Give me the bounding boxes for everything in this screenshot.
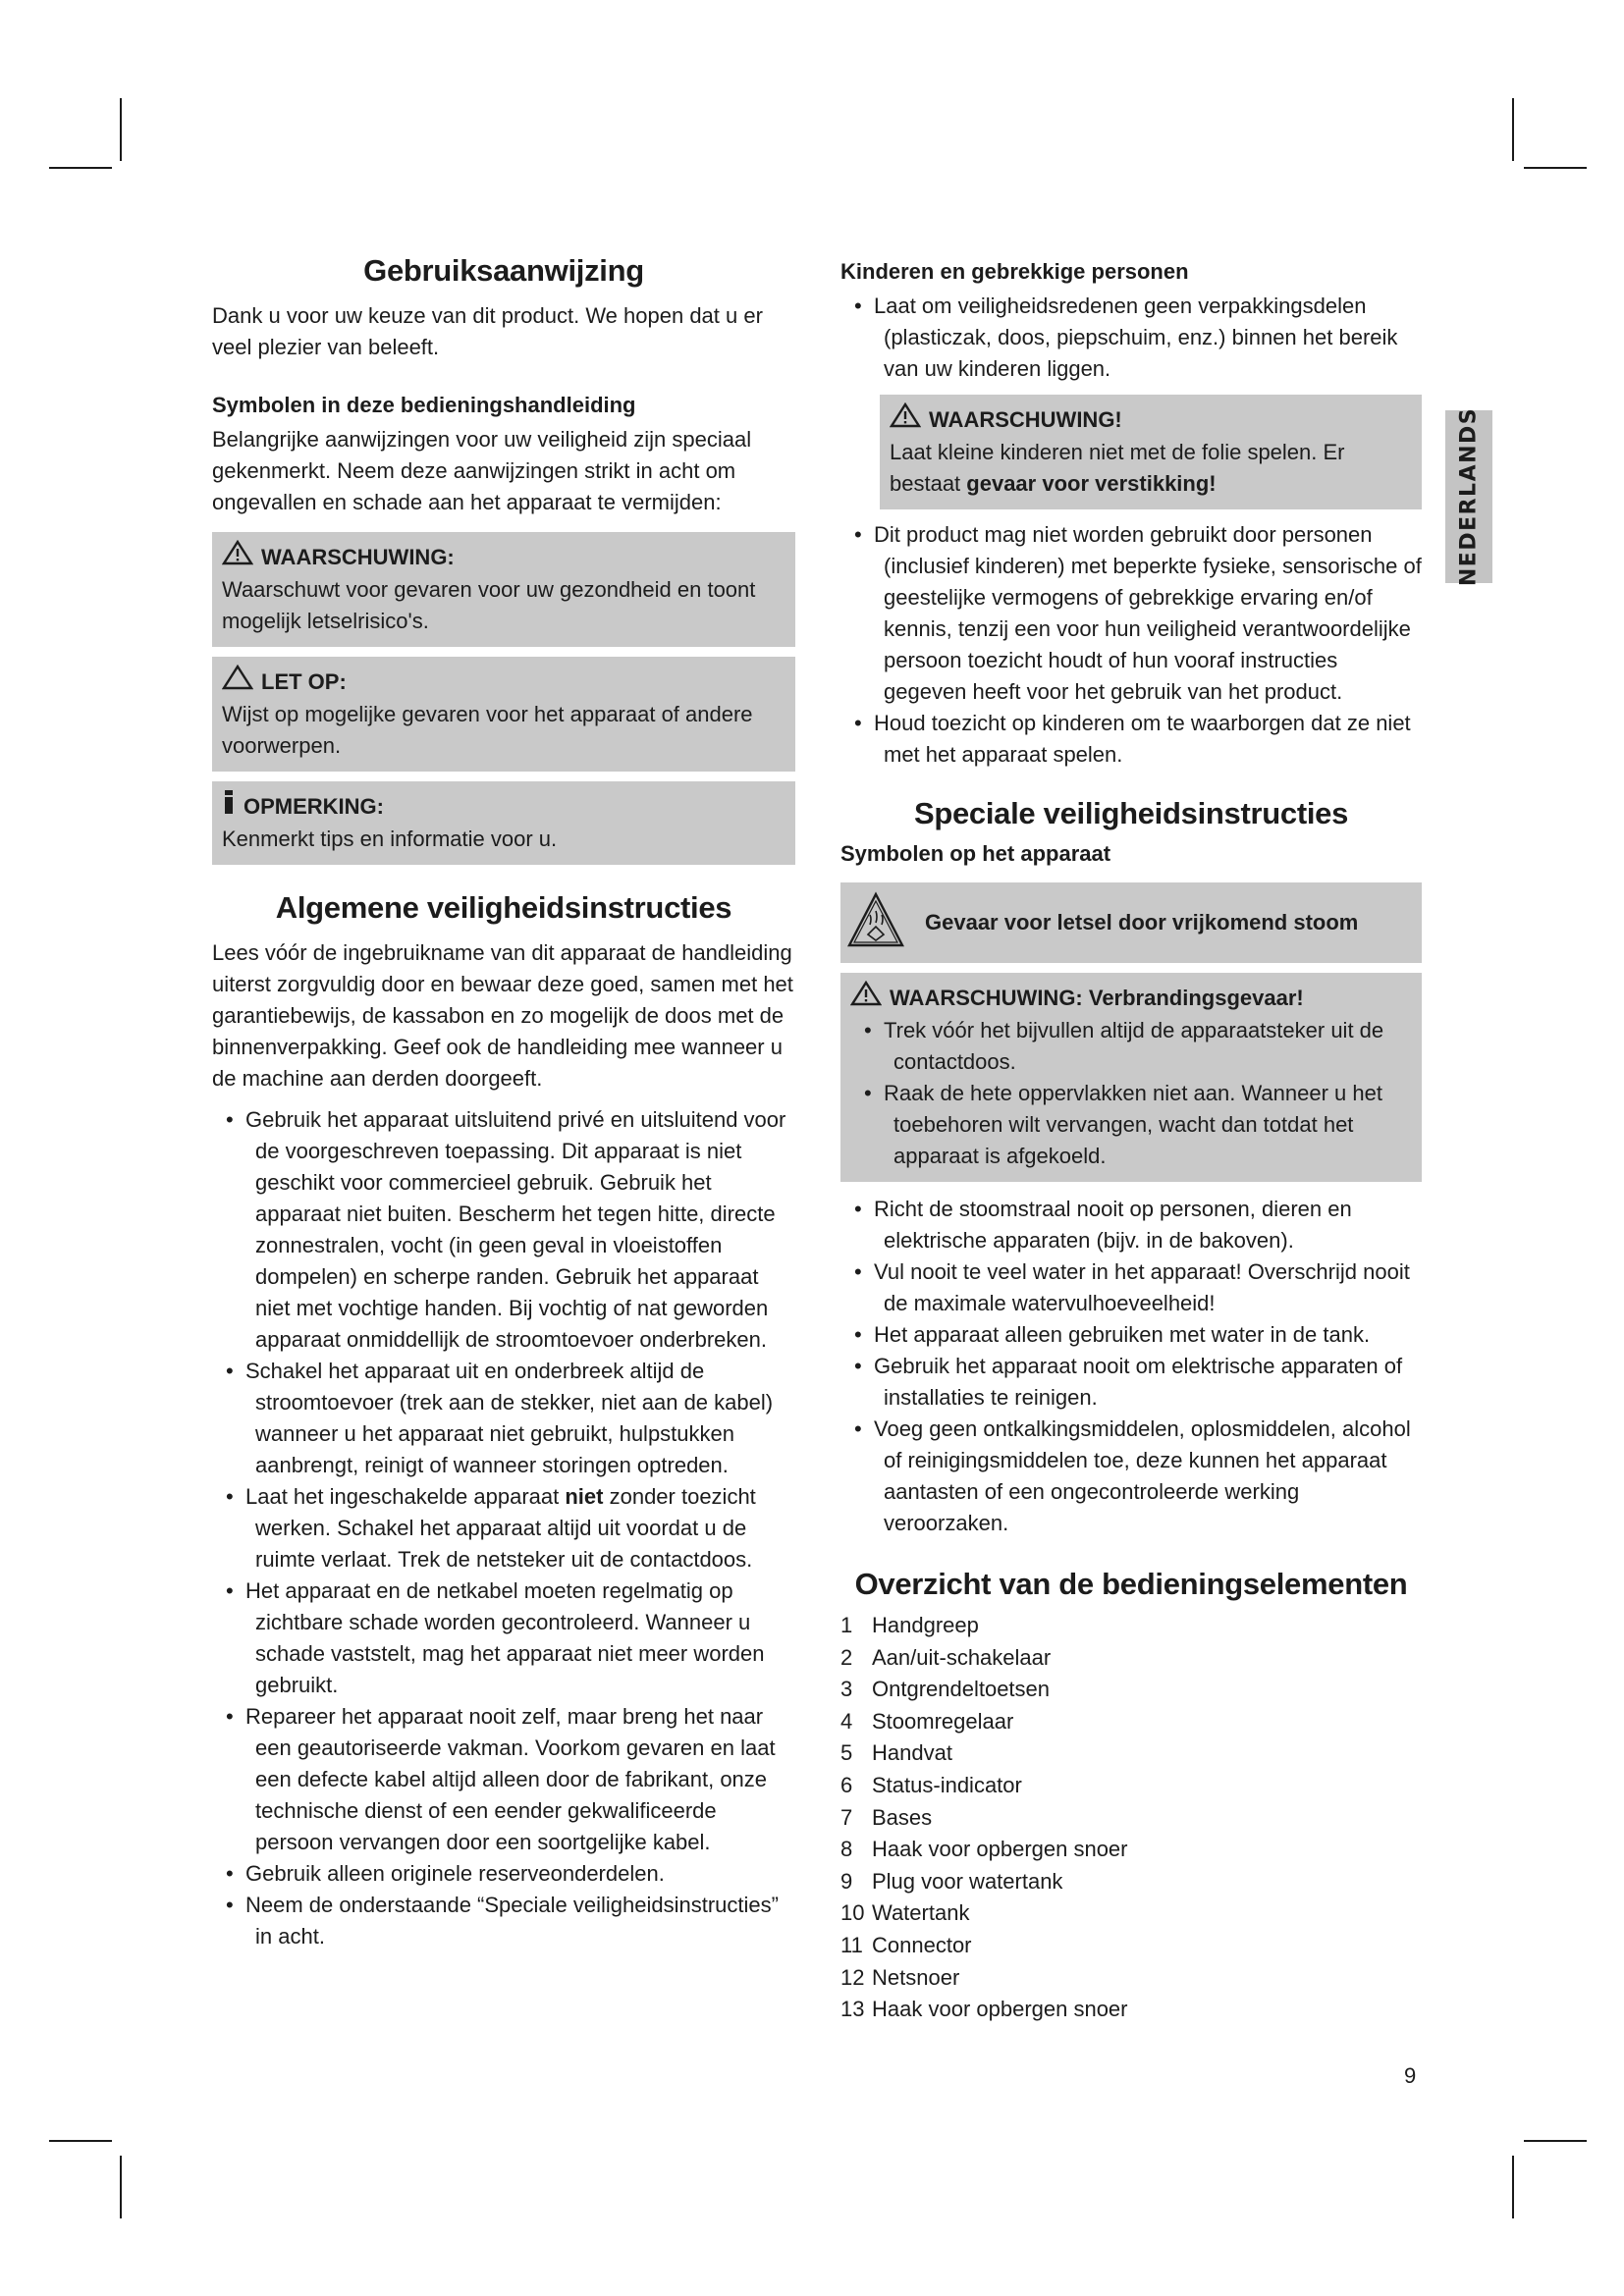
right-column xyxy=(840,257,1422,2026)
crop-mark xyxy=(49,167,112,169)
list-item: 11 Connector xyxy=(840,1932,972,1957)
list-item: 10 Watertank xyxy=(840,1900,970,1926)
device-symbols-heading: Symbolen op het apparaat xyxy=(840,841,1111,866)
list-item: 4 Stoomregelaar xyxy=(840,1708,1014,1734)
page-number: 9 xyxy=(1404,2063,1417,2088)
info-note xyxy=(212,781,795,865)
list-item: 9 Plug voor watertank xyxy=(840,1868,1063,1894)
list-item: • Laat het ingeschakelde apparaat niet zonder toezicht werken. Schakel het apparaat altijd uit voordat u de ruimte verlaat. Trek de netsteker uit de contactdoos. xyxy=(226,1484,756,1572)
list-item: • Vul nooit te veel water in het apparaat! Overschrijd nooit de maximale watervulhoeveelheid! xyxy=(854,1259,1410,1315)
list-item: 7 Bases xyxy=(840,1804,933,1830)
crop-mark xyxy=(1512,98,1514,161)
list-item: 12 Netsnoer xyxy=(840,1964,960,1990)
intro-text: Dank u voor uw keuze van dit product. We hopen dat u er veel plezier van beleeft. xyxy=(212,303,763,359)
symbols-heading: Symbolen in deze bedieningshandleiding xyxy=(212,393,636,417)
warning-triangle-icon xyxy=(890,402,921,437)
list-item: 2 Aan/uit-schakelaar xyxy=(840,1644,1052,1670)
crop-mark xyxy=(120,2156,122,2218)
list-item: • Dit product mag niet worden gebruikt door personen (inclusief kinderen) met beperkte fysieke, sensorische of geestelijke vermogens of gebrekkige ervaring en/of kennis, tenzij een voor hun veiligheid verantwoordelijke persoon toezicht houdt of hun vooraf instructies gegeven heeft voor het gebruik van het product. xyxy=(854,522,1422,704)
list-item: 1 Handgreep xyxy=(840,1613,979,1637)
list-item: • Raak de hete oppervlakken niet aan. Wanneer u het toebehoren wilt vervangen, wacht dan totdat het apparaat is afgekoeld. xyxy=(864,1081,1382,1168)
list-item: 8 Haak voor opbergen snoer xyxy=(840,1837,1128,1862)
special-safety-list xyxy=(840,1194,1422,1539)
list-item: • Gebruik alleen originele reserveonderdelen. xyxy=(226,1861,665,1886)
special-safety-title: Speciale veiligheidsinstructies xyxy=(913,796,1349,830)
list-item: • Neem de onderstaande “Speciale veiligheidsinstructies” in acht. xyxy=(226,1893,779,1949)
warning-label: WAARSCHUWING! xyxy=(929,406,1122,432)
warning-triangle-icon xyxy=(850,981,882,1015)
symbols-text: Belangrijke aanwijzingen voor uw veiligheid zijn speciaal gekenmerkt. Neem deze aanwijzingen strikt in acht om ongevallen en schade aan het apparaat te vermijden: xyxy=(212,427,752,514)
info-label: OPMERKING: xyxy=(244,793,384,819)
steam-hazard-label: Gevaar voor letsel door vrijkomend stoom xyxy=(925,910,1359,934)
list-item: • Repareer het apparaat nooit zelf, maar breng het naar een geautoriseerde vakman. Voorkom gevaren en laat een defecte kabel altijd alleen door de fabrikant, onze technische dienst of een eender gekwalificeerde persoon vervangen door een soortgelijke kabel. xyxy=(226,1704,776,1854)
list-item: • Gebruik het apparaat nooit om elektrische apparaten of installaties te reinigen. xyxy=(854,1354,1403,1410)
page-title: Gebruiksaanwijzing xyxy=(363,253,644,288)
general-safety-intro: Lees vóór de ingebruikname van dit apparaat de handleiding uiterst zorgvuldig door en bewaar deze goed, samen met het garantiebewijs, de kassabon en zo mogelijk de doos met de binnenverpakking. Geef ook de handleiding mee wanneer u de machine aan derden doorgeeft. xyxy=(212,940,793,1091)
list-item: 13 Haak voor opbergen snoer xyxy=(840,1997,1128,2022)
list-item: • Laat om veiligheidsredenen geen verpakkingsdelen (plasticzak, doos, piepschuim, enz.) binnen het bereik van uw kinderen liggen. xyxy=(854,294,1398,381)
info-text: Kenmerkt tips en informatie voor u. xyxy=(222,827,558,851)
info-icon xyxy=(222,789,236,824)
steam-hazard-box xyxy=(840,882,1422,963)
crop-mark xyxy=(1512,2156,1514,2218)
burn-warning-list xyxy=(850,1015,1412,1172)
list-item: • Richt de stoomstraal nooit op personen, dieren en elektrische apparaten (bijv. in de bakoven). xyxy=(854,1197,1352,1253)
list-item: • Gebruik het apparaat uitsluitend privé en uitsluitend voor de voorgeschreven toepassing. Dit apparaat is niet geschikt voor commercieel gebruik. Gebruik het apparaat niet buiten. Bescherm het tegen hitte, directe zonnestralen, vocht (in geen geval in vloeistoffen dompelen) en scherpe randen. Gebruik het apparaat niet met vochtige handen. Bij vochtig of nat geworden apparaat onmiddellijk de stroomtoevoer onderbreken. xyxy=(226,1107,786,1352)
crop-mark xyxy=(1524,2140,1587,2142)
list-item: 5 Handvat xyxy=(840,1740,952,1766)
list-item: • Voeg geen ontkalkingsmiddelen, oplosmiddelen, alcohol of reinigingsmiddelen toe, deze kunnen het apparaat aantasten of een ongecontroleerde werking veroorzaken. xyxy=(854,1416,1411,1535)
steam-hazard-icon xyxy=(846,891,905,955)
children-heading: Kinderen en gebrekkige personen xyxy=(840,259,1189,284)
left-column xyxy=(212,253,795,1952)
warning-note xyxy=(212,532,795,647)
crop-mark xyxy=(120,98,122,161)
caution-text: Wijst op mogelijke gevaren voor het apparaat of andere voorwerpen. xyxy=(222,702,753,758)
crop-mark xyxy=(49,2140,112,2142)
warning-text: Waarschuwt voor gevaren voor uw gezondheid en toont mogelijk letselrisico's. xyxy=(222,577,756,633)
crop-mark xyxy=(1524,167,1587,169)
warning-label: WAARSCHUWING: xyxy=(261,544,455,569)
list-item: • Het apparaat alleen gebruiken met water in de tank. xyxy=(854,1322,1371,1347)
children-list-1 xyxy=(840,291,1422,385)
list-item: • Trek vóór het bijvullen altijd de apparaatsteker uit de contactdoos. xyxy=(864,1018,1384,1074)
language-tab xyxy=(1445,406,1492,587)
burn-warning-label: WAARSCHUWING: Verbrandingsgevaar! xyxy=(890,985,1304,1010)
caution-label: LET OP: xyxy=(261,668,347,694)
suffocation-warning xyxy=(880,395,1422,509)
children-list-2 xyxy=(840,519,1422,771)
list-item: 3 Ontgrendeltoetsen xyxy=(840,1677,1051,1702)
overview-title: Overzicht van de bedieningselementen xyxy=(854,1567,1408,1601)
general-safety-title: Algemene veiligheidsinstructies xyxy=(275,890,732,925)
list-item: • Het apparaat en de netkabel moeten regelmatig op zichtbare schade worden gecontroleerd. Wanneer u schade vaststelt, mag het apparaat niet meer worden gebruikt. xyxy=(226,1578,765,1697)
list-item: • Schakel het apparaat uit en onderbreek altijd de stroomtoevoer (trek aan de stekker, niet aan de kabel) wanneer u het apparaat niet gebruikt, hulpstukken aanbrengt, reinigt of wanneer storingen optreden. xyxy=(226,1359,774,1477)
caution-note xyxy=(212,657,795,772)
list-item: 6 Status-indicator xyxy=(840,1772,1022,1797)
list-item: • Houd toezicht op kinderen om te waarborgen dat ze niet met het apparaat spelen. xyxy=(854,711,1411,767)
general-safety-list xyxy=(212,1104,795,1952)
suffocation-text: Laat kleine kinderen niet met de folie spelen. Er bestaat gevaar voor verstikking! xyxy=(890,440,1345,496)
warning-triangle-icon xyxy=(222,540,253,574)
caution-triangle-icon xyxy=(222,665,253,699)
burn-warning xyxy=(840,973,1422,1182)
parts-list xyxy=(840,1610,1422,2026)
language-tab-label: NEDERLANDS xyxy=(1456,406,1482,587)
